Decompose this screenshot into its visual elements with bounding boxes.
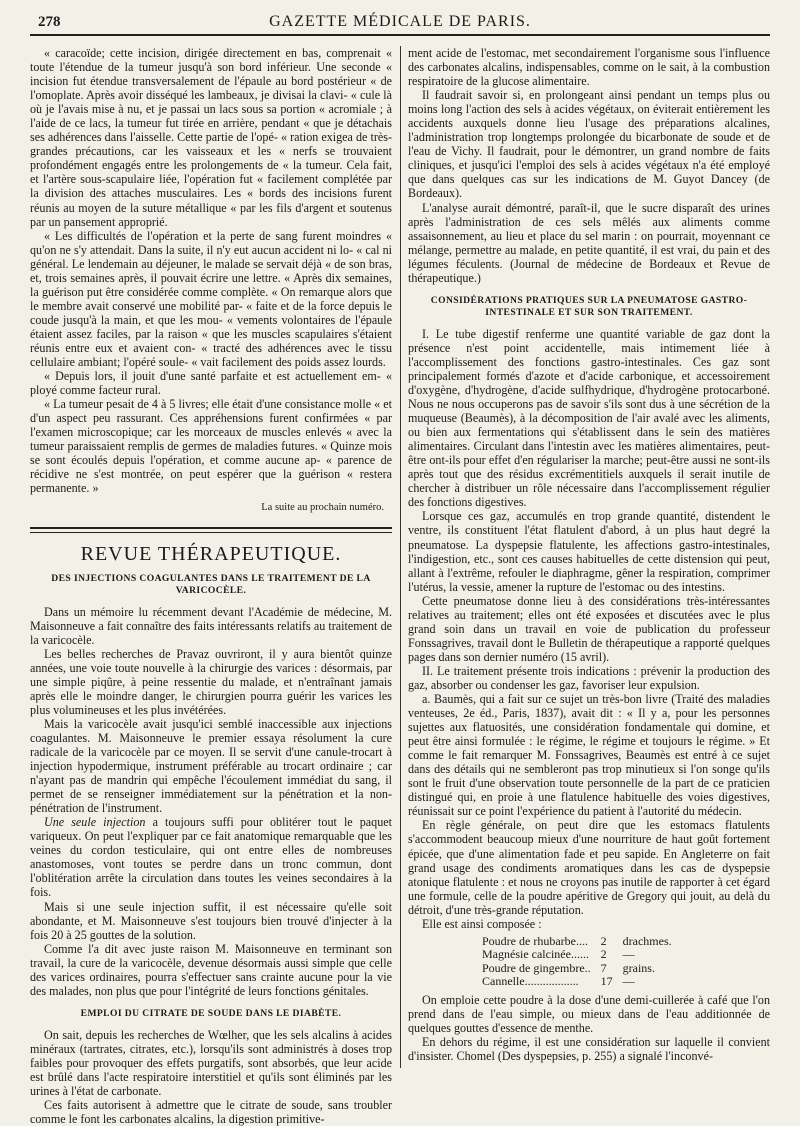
article-heading: EMPLOI DU CITRATE DE SOUDE DANS LE DIABÈTE. [80, 1007, 342, 1019]
paragraph [30, 815, 392, 899]
recipe-qty: 17 [600, 974, 613, 989]
recipe-qty: 7 [600, 960, 607, 975]
recipe-item: Cannelle.................. [482, 974, 579, 989]
continued-note: La suite au prochain numéro. [261, 501, 384, 513]
recipe-unit: drachmes. [622, 933, 672, 948]
quote-paragraph: « Depuis lors, il jouit d'une santé parfaite et est actuellement em- « ployé comme facteur rural. [30, 369, 392, 398]
paragraph: Les belles recherches de Pravaz ouvriront, il y aura bientôt quinze années, une voie toute nouvelle à la chirurgie des varices : désormais, par une simple piqûre, à peine ressentie du malade, et n'entraînant jamais après elle le moindre danger, le chirurgien pourra guérir les varices les plus volumineuses et les plus invétérées. [30, 646, 392, 717]
recipe-unit: — [622, 947, 635, 962]
recipe-item: Poudre de gingembre.. [482, 960, 591, 975]
paragraph: Dans un mémoire lu récemment devant l'Académie de médecine, M. Maisonneuve a fait connaître des faits intéressants relatifs au traitement de la varicocèle. [30, 604, 392, 647]
quote-paragraph: « La tumeur pesait de 4 à 5 livres; elle était d'une consistance molle « et d'un aspect peu rassurant. Ces appréhensions furent confirmées « par l'examen microscopique; car les morceaux de muscles enlevés « avec la tumeur paraissaient remplis de germes de maladies futures. « Quinze mois se sont écoulés depuis l'opération, et comme aucune ap- « parence de récidive ne s'est montrée, on peut espérer que la guérison « restera permanente. » [30, 397, 392, 496]
recipe-qty: 2 [600, 933, 607, 948]
italic-phrase: Une seule injection [44, 815, 146, 830]
recipe-row [482, 948, 682, 962]
quote-paragraph: « caracoïde; cette incision, dirigée directement en bas, comprenait « toute l'étendue de la tumeur jusqu'à son bord inférieur. Une seconde « incision fut étendue transversalement de l'épaule au bord postérieur « de l'omoplate. Après avoir disséqué les lambeaux, je divisai la clavi- « cule là où je l'avais mise à nu, et je passai un lacs sous sa portion « acromiale ; à l'aide de ce lacs, la tumeur fut tirée en arrière, pendant « que je détachais ses adhérences dans l'aisselle. Cette partie de l'opé- « ration exigea de très-grandes précautions, car les vaisseaux et les « nerfs se trouvaient profondément engagés entre les prolongements de « la tumeur. Cela fait, et l'artère sous-scapulaire liée, l'opération fut « facilement complétée par la division des attaches musculaires. Les « bords des incisions furent réunis au moyen de la suture métallique « par les fils d'argent et soutenus par un pansement approprié. [30, 46, 392, 229]
article-heading: DES INJECTIONS COAGULANTES DANS LE TRAITEMENT DE LA VARICOCÈLE. [51, 572, 371, 596]
paragraph: On sait, depuis les recherches de Wœlher, que les sels alcalins à acides minéraux (tartrates, citrates, etc.), lorsqu'ils sont administrés à doses trop faibles pour provoquer des effets purgatifs, sont absorbés, que leur acide est brûlé dans l'acte respiratoire interstitiel et qu'ils sont éliminés par les urines à l'état de carbonate. [30, 1027, 392, 1099]
paragraph: I. Le tube digestif renferme une quantité variable de gaz dont la présence n'est point accidentelle, mais intimement liée à l'accomplissement des fonctions gastro-intestinales. Ces gaz sont principalement formés d'azote et d'acide carbonique, et accessoirement d'oxygène, d'hydrogène, d'acide sulfhydrique, d'hydrogène protocarboné. Nous ne nous occuperons pas de savoir s'ils sont dus à une sécrétion de la muqueuse (Beaumès), à la décomposition de l'air avalé avec les aliments, ou bien aux fermentations qui s'établissent dans le sein des matières alimentaires. Circulant dans l'intestin avec les matières alimentaires, peut-être ont-ils pour effet d'en régulariser la marche; peut-être aussi ne sont-ils après tout que des résidus excrémentitiels auxquels il serait inutile de chercher à distribuer un rôle nécessaire dans l'accomplissement régulier des fonctions digestives. [408, 326, 770, 510]
paragraph: Comme l'a dit avec juste raison M. Maisonneuve en terminant son travail, la cure de la varicocèle, devenue désormais aussi simple que celle des varices ordinaires, pourra s'effectuer sans crainte aucune pour la vie des malades, non plus que pour l'intégrité de leurs fonctions génitales. [30, 941, 392, 998]
section-title: REVUE THÉRAPEUTIQUE. [80, 542, 342, 565]
page-number: 278 [38, 14, 61, 30]
recipe-item: Magnésie calcinée...... [482, 947, 589, 962]
paragraph: En dehors du régime, il est une considération sur laquelle il convient d'insister. Chomel (Des dyspepsies, p. 255) a signalé l'inconvé- [408, 1034, 770, 1063]
paragraph: Elle est ainsi composée : [422, 916, 542, 931]
section-divider [30, 527, 392, 533]
column-divider [400, 46, 401, 1068]
recipe-item: Poudre de rhubarbe.... [482, 933, 588, 948]
paragraph: a. Baumès, qui a fait sur ce sujet un très-bon livre (Traité des maladies venteuses, 2e éd., Paris, 1837), avait dit : « Il y a, pour les personnes sujettes aux flatuosités, une considération fondamentale qui domine, et peut être ainsi formulée : le régime, le régime et toujours le régime. » Et comme le fait remarquer M. Fonssagrives, Beaumès est entré à ce sujet dans des détails qui ne sembleront pas trop minutieux si l'on songe qu'ils sont le fruit d'une observation toute personnelle de la part de ce praticien distingué qui, en proie à une flatulence habituelle des voies digestives, réunissait sur ce point l'expérience du patient à l'autorité du médecin. [408, 692, 770, 819]
recipe-table [482, 935, 682, 989]
recipe-row [482, 975, 682, 989]
paragraph-text: a toujours suffi pour oblitérer tout le paquet variqueux. On peut l'expliquer par ce fait anatomique remarquable que les veines du cordon testiculaire, qui ont entre elles de nombreuses anastomoses, vont toutes se perdre dans un tronc commun, dont l'oblitération arrête la circulation dans toutes les veines secondaires à la fois. [30, 815, 392, 900]
recipe-row [482, 935, 682, 949]
right-column [408, 46, 770, 1063]
paragraph: On emploie cette poudre à la dose d'une demi-cuillerée à café que l'on prend dans de l'eau simple, ou mieux dans de l'eau additionnée de quelques gouttes d'essence de menthe. [408, 992, 770, 1035]
paragraph: Mais la varicocèle avait jusqu'ici semblé inaccessible aux injections coagulantes. M. Maisonneuve le premier essaya résolument la cure radicale de la varicocèle par ce moyen. Il se servit d'une canule-trocart à injection hypodermique, instrument préférable au trocart ordinaire ; car n'ayant pas de mandrin qui empêche l'écoulement immédiat du sang, il permet de se renseigner immédiatement sur la pénétration et la non-pénétration de l'instrument. [30, 716, 392, 816]
recipe-row [482, 962, 682, 976]
article-heading: CONSIDÉRATIONS PRATIQUES SUR LA PNEUMATOSE GASTRO-INTESTINALE ET SUR SON TRAITEMENT. [430, 294, 748, 318]
paragraph: En règle générale, on peut dire que les estomacs flatulents s'accommodent beaucoup mieux d'une nourriture de haut goût fortement épicée, que d'une alimentation fade et peu sapide. En Angleterre on fait grand usage des condiments aromatiques dans les cas de dyspepsie atonique flatulente : et nous ne croyons pas inutile de rapporter à cet égard une formule, celle de la poudre apéritive de Gregory qui jouit, au delà du détroit, d'une très-grande réputation. [408, 818, 770, 917]
journal-title: GAZETTE MÉDICALE DE PARIS. [269, 13, 531, 30]
paragraph: L'analyse aurait démontré, paraît-il, que le sucre disparaît des urines après l'administration de ces sels mêlés aux aliments comme assaisonnement, au lieu et place du sel marin : on pourrait, moyennant ce mélange, permettre au malade, en petite quantité, il est vrai, du pain et des légumes féculents. (Journal de médecine de Bordeaux et Revue de thérapeutique.) [408, 200, 770, 285]
recipe-unit: grains. [622, 960, 655, 975]
recipe-unit: — [622, 974, 635, 989]
left-column [30, 46, 392, 1126]
paragraph: Lorsque ces gaz, accumulés en trop grande quantité, distendent le ventre, ils constituent l'état flatulent d'abord, à un plus haut degré la pneumatose. La dyspepsie flatulente, les affections gastro-intestinales, l'indigestion, etc., sont ces causes habituelles de cette distension qui peut, allant à l'extrême, refouler le diaphragme, gêner la respiration, comprimer l'utérus, la vessie, amener la rupture de l'estomac ou des intestins. [408, 509, 770, 594]
paragraph: Ces faits autorisent à admettre que le citrate de soude, sans troubler comme le font les carbonates alcalins, la digestion primitive- [30, 1098, 392, 1126]
paragraph: Mais si une seule injection suffit, il est nécessaire qu'elle soit abondante, et M. Maisonneuve s'est toujours bien trouvé d'injecter à la fois 20 à 25 gouttes de la solution. [30, 899, 392, 942]
paragraph: ment acide de l'estomac, met secondairement l'organisme sous l'influence des carbonates alcalins, indispensables, comme on le sait, à la combustion respiratoire de la glucose alimentaire. [408, 46, 770, 89]
quote-paragraph: « Les difficultés de l'opération et la perte de sang furent moindres « qu'on ne s'y attendait. Dans la suite, il n'y eut aucun accident ni lo- « cal ni général. Le lendemain au déjeuner, le malade se servait déjà « de son bras, et, trois semaines après, il pouvait écrire une lettre. « Après dix semaines, la guérison put être considérée comme complète. « On remarque alors que le membre avait conservé une mobilité par- « faite et de la force depuis le coude jusqu'à la main, et que les mou- « vements volontaires de l'épaule étaient assez faciles, par la raison « que les muscles scapulaires s'étaient réunis entre eux et avaient con- « tracté des adhérences avec le tissu cellulaire ambiant; l'opéré soule- « vait facilement des poids assez lourds. [30, 228, 392, 370]
paragraph: Cette pneumatose donne lieu à des considérations très-intéressantes relatives au traitement; elles ont été exposées et discutées avec le plus grand soin dans un travail en voie de publication du professeur Fonssagrives, travail dont le Bulletin de thérapeutique a rapporté quelques pages dans son dernier numéro (15 avril). [408, 593, 770, 664]
paragraph: Il faudrait savoir si, en prolongeant ainsi pendant un temps plus ou moins long l'action des sels à acides végétaux, on éviterait entièrement les accidents auxquels donne lieu l'usage des préparations alcalines, l'administration trop longtemps prolongée du bicarbonate de soude et de l'eau de Vichy. Il faudrait, pour le démontrer, un grand nombre de faits cliniques, et jusqu'ici l'emploi des sels à acides végétaux n'a été employé que dans quelques cas sur les indications de M. Guyot Dancey (de Bordeaux). [408, 88, 770, 201]
paragraph: II. Le traitement présente trois indications : prévenir la production des gaz, absorber ou condenser les gaz, favoriser leur expulsion. [408, 663, 770, 692]
recipe-qty: 2 [600, 947, 607, 962]
page-header [30, 8, 770, 36]
